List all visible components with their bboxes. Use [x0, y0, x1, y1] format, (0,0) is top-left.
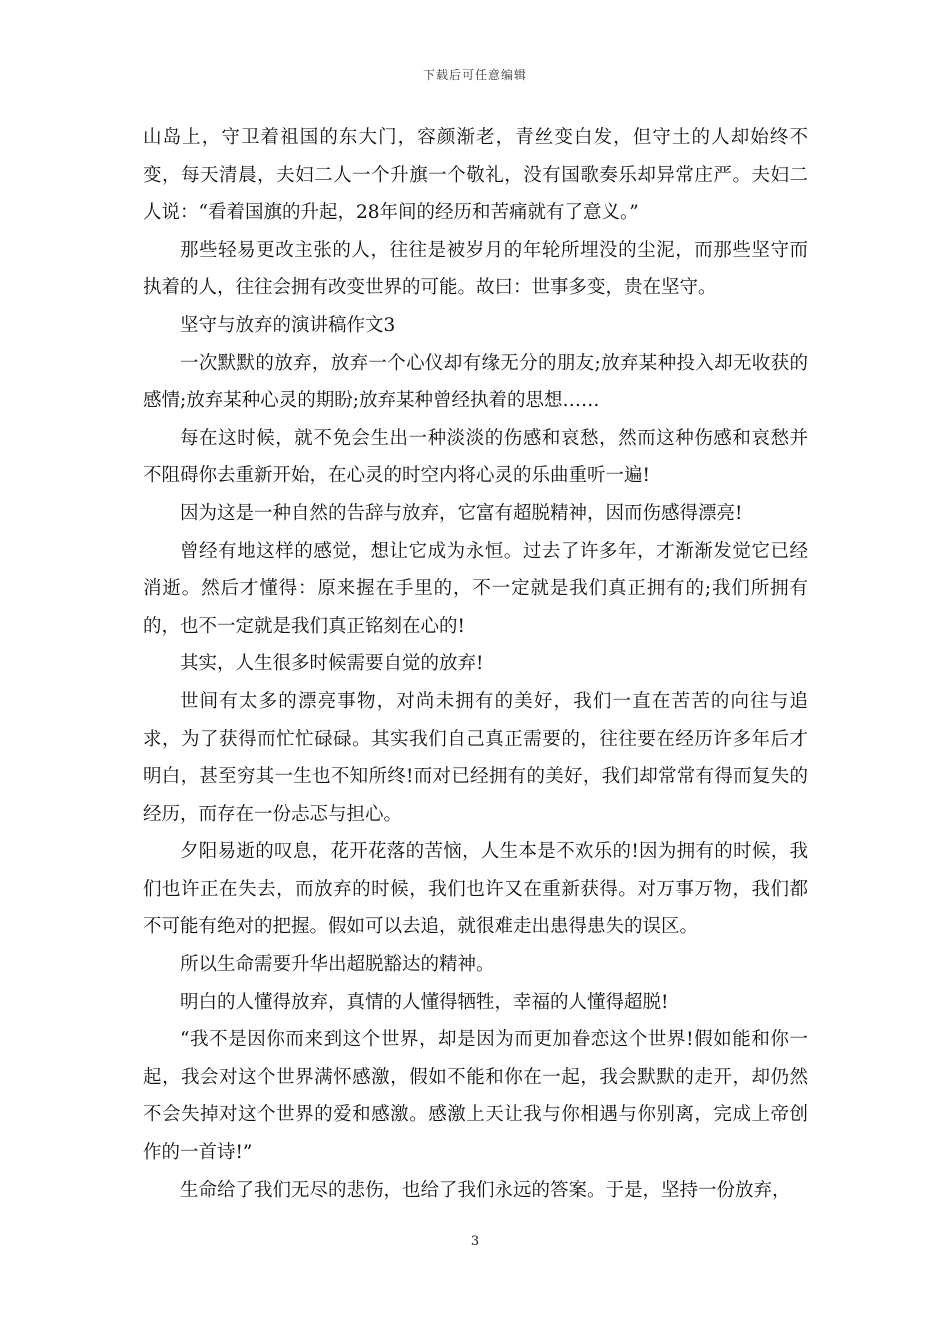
paragraph: 生命给了我们无尽的悲伤，也给了我们永远的答案。于是，坚持一份放弃， [180, 1179, 791, 1201]
paragraph: 一次默默的放弃，放弃一个心仪却有缘无分的朋友;放弃某种投入却无收获的感情;放弃某种心灵的期盼;放弃某种曾经执着的思想…… [143, 352, 808, 412]
paragraph: 那些轻易更改主张的人，往往是被岁月的年轮所埋没的尘泥，而那些坚守而执着的人，往往会拥有改变世界的可能。故曰：世事多变，贵在坚守。 [143, 239, 808, 299]
paragraph: 每在这时候，就不免会生出一种淡淡的伤感和哀愁，然而这种伤感和哀愁并不阻碍你去重新开始，在心灵的时空内将心灵的乐曲重听一遍! [143, 427, 808, 487]
paragraph: 其实，人生很多时候需要自觉的放弃! [180, 653, 484, 675]
paragraph: 世间有太多的漂亮事物，对尚未拥有的美好，我们一直在苦苦的向往与追求，为了获得而忙忙碌碌。其实我们自己真正需要的，往往要在经历许多年后才明白，甚至穷其一生也不知所终!而对已经拥有的美好，我们却常常有得而复失的经历，而存在一份忐忑与担心。 [143, 690, 808, 825]
document-body [143, 119, 808, 1209]
quote-paragraph: “我不是因你而来到这个世界，却是因为而更加眷恋这个世界!假如能和你一起，我会对这个世界满怀感激，假如不能和你在一起，我会默默的走开，却仍然不会失掉对这个世界的爱和感激。感激上天让我与你相遇与你别离，完成上帝创作的一首诗!” [143, 1029, 808, 1164]
paragraph: 夕阳易逝的叹息，花开花落的苦恼，人生本是不欢乐的!因为拥有的时候，我们也许正在失去，而放弃的时候，我们也许又在重新获得。对万事万物，我们都不可能有绝对的把握。假如可以去追，就很难走出患得患失的误区。 [143, 841, 808, 938]
paragraph: 所以生命需要升华出超脱豁达的精神。 [180, 954, 495, 976]
paragraph: 山岛上，守卫着祖国的东大门，容颜渐老，青丝变白发，但守土的人却始终不变，每天清晨，夫妇二人一个升旗一个敬礼，没有国歌奏乐却异常庄严。夫妇二人说：“看着国旗的升起，28年间的经历和苦痛就有了意义。” [143, 127, 808, 224]
paragraph: 明白的人懂得放弃，真情的人懂得牺牲，幸福的人懂得超脱! [180, 991, 669, 1013]
paragraph: 因为这是一种自然的告辞与放弃，它富有超脱精神，因而伤感得漂亮! [180, 502, 743, 524]
section-heading: 坚守与放弃的演讲稿作文3 [180, 314, 396, 336]
page-number: 3 [470, 1234, 480, 1249]
paragraph: 曾经有地这样的感觉，想让它成为永恒。过去了许多年，才渐渐发觉它已经消逝。然后才懂得：原来握在手里的，不一定就是我们真正拥有的;我们所拥有的，也不一定就是我们真正铭刻在心的! [143, 540, 808, 637]
page-header: 下载后可任意编辑 [422, 68, 527, 82]
